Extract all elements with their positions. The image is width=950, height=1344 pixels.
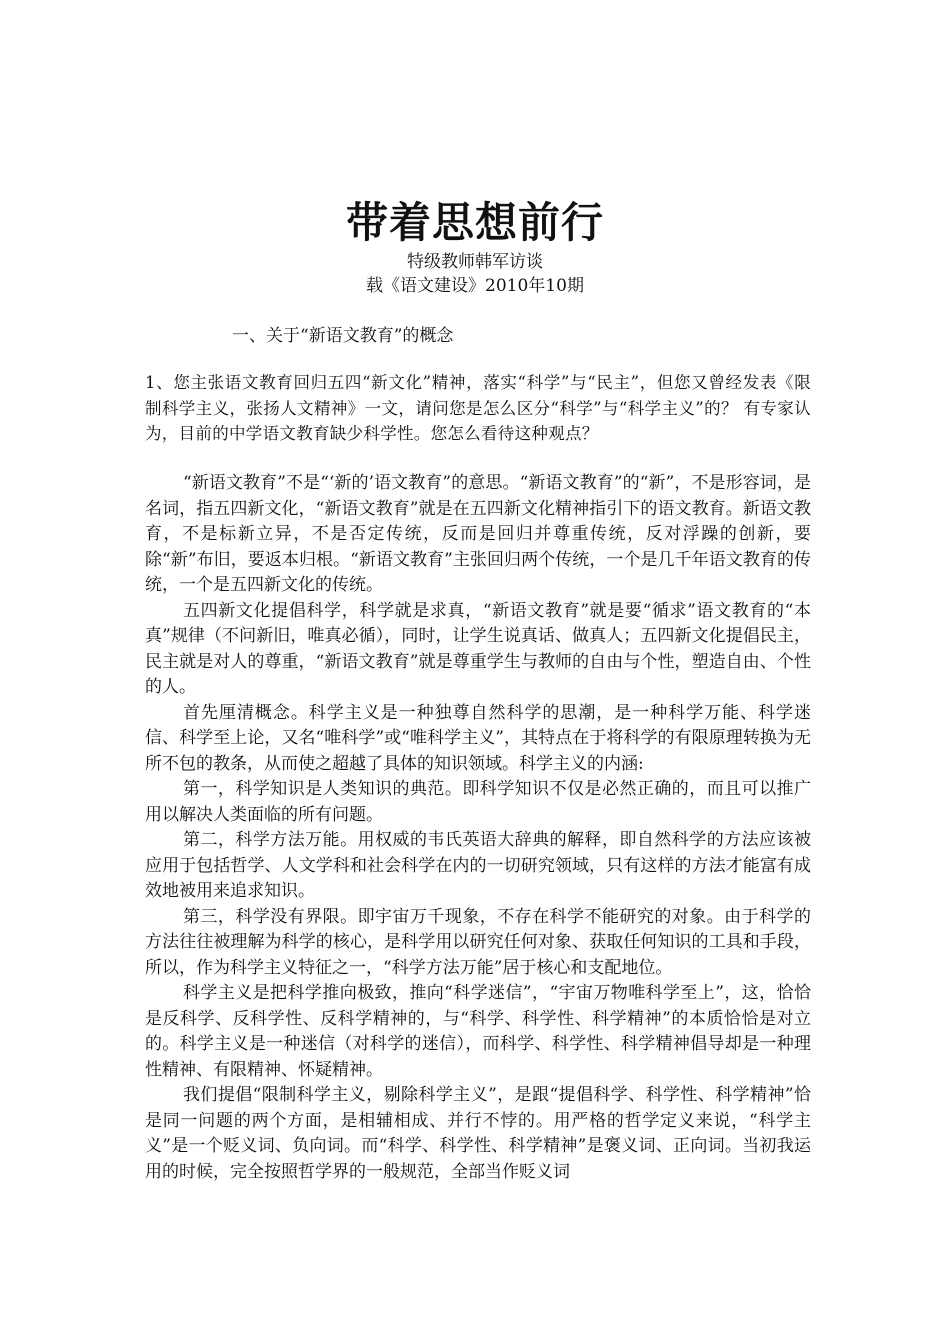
paragraph: 第三，科学没有界限。即宇宙万千现象，不存在科学不能研究的对象。由于科学的方法往往被理解为科学的核心，是科学用以研究任何对象、获取任何知识的工具和手段，所以，作为科学主义特征之一，“科学方法万能”居于核心和支配地位。 — [145, 906, 811, 978]
paragraph: 五四新文化提倡科学，科学就是求真，“新语文教育”就是要“循求”语文教育的“本真”规律（不问新旧，唯真必循），同时，让学生说真话、做真人；五四新文化提倡民主，民主就是对人的尊重，“新语文教育”就是尊重学生与教师的自由与个性，塑造自由、个性的人。 — [145, 600, 811, 697]
paragraph: 科学主义是把科学推向极致，推向“科学迷信”，“宇宙万物唯科学至上”，这，恰恰是反科学、反科学性、反科学精神的，与“科学、科学性、科学精神”的本质恰恰是对立的。科学主义是一种迷信（对科学的迷信），而科学、科学性、科学精神倡导却是一种理性精神、有限精神、怀疑精神。 — [145, 983, 811, 1080]
paragraph: 第一，科学知识是人类知识的典范。即科学知识不仅是必然正确的，而且可以推广用以解决人类面临的所有问题。 — [145, 779, 811, 825]
interview-question: 1、您主张语文教育回归五四“新文化”精神，落实“科学”与“民主”，但您又曾经发表《限制科学主义，张扬人文精神》一文，请问您是怎么区分“科学”与“科学主义”的？ 有专家认为，目前的中学语文教育缺少科学性。您怎么看待这种观点？ — [145, 373, 811, 443]
answer-body — [145, 471, 811, 1185]
document-source: 载《语文建设》2010年10期 — [366, 276, 584, 296]
paragraph: 首先厘清概念。科学主义是一种独尊自然科学的思潮，是一种科学万能、科学迷信、科学至上论，又名“唯科学”或“唯科学主义”，其特点在于将科学的有限原理转换为无所不包的教条，从而使之超越了具体的知识领域。科学主义的内涵: — [145, 702, 811, 774]
paragraph: “新语文教育”不是“‘新的’语文教育”的意思。“新语文教育”的“新”，不是形容词，是名词，指五四新文化，“新语文教育”就是在五四新文化精神指引下的语文教育。新语文教育，不是标新立异，不是否定传统，反而是回归并尊重传统，反对浮躁的创新，要除“新”布旧，要返本归根。“新语文教育”主张回归两个传统，一个是几千年语文教育的传统，一个是五四新文化的传统。 — [145, 473, 811, 595]
paragraph: 第二，科学方法万能。用权威的韦氏英语大辞典的解释，即自然科学的方法应该被应用于包括哲学、人文学科和社会科学在内的一切研究领域，只有这样的方法才能富有成效地被用来追求知识。 — [145, 830, 811, 901]
document-title: 带着思想前行 — [345, 198, 604, 247]
paragraph: 我们提倡“限制科学主义，剔除科学主义”，是跟“提倡科学、科学性、科学精神”恰是同一问题的两个方面，是相辅相成、并行不悖的。用严格的哲学定义来说，“科学主义”是一个贬义词、负向词。而“科学、科学性、科学精神”是褒义词、正向词。当初我运用的时候，完全按照哲学界的一般规范，全部当作贬义词 — [145, 1085, 811, 1182]
section-heading: 一、关于“新语文教育”的概念 — [232, 326, 454, 346]
document-subtitle: 特级教师韩军访谈 — [407, 252, 543, 272]
